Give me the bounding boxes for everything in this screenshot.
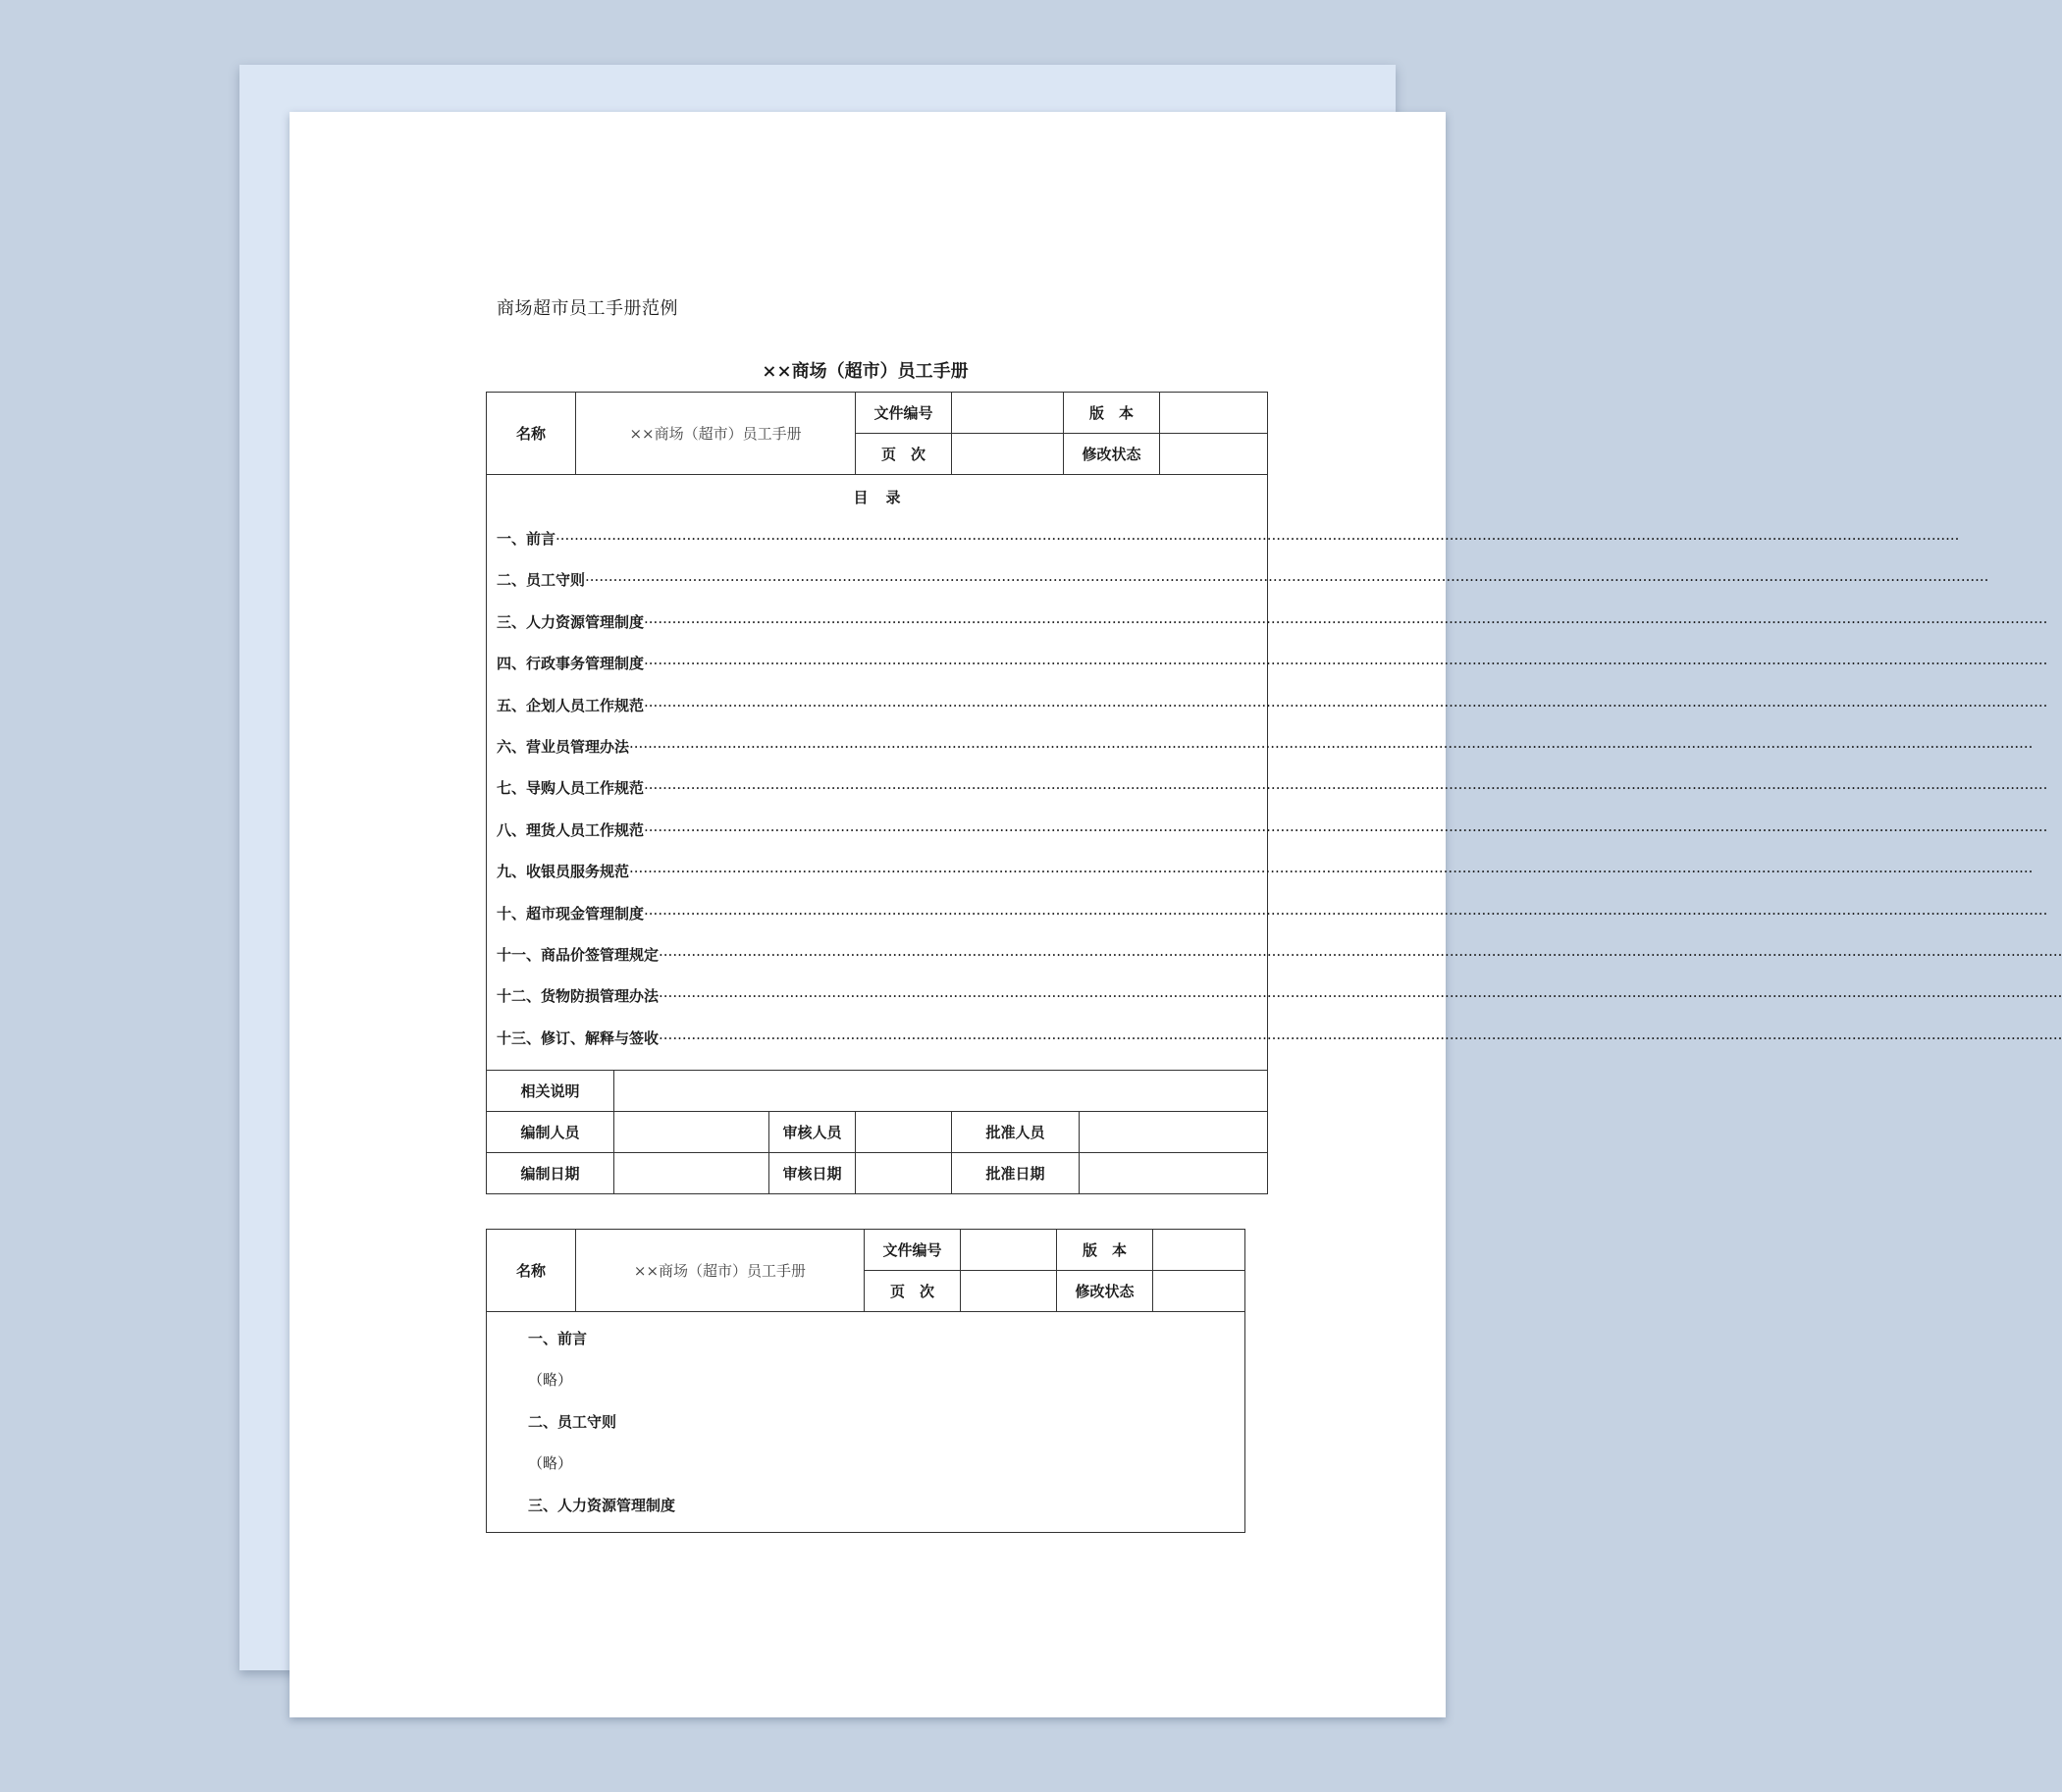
prepared-by-value: [614, 1112, 769, 1153]
toc-item: [487, 851, 2034, 892]
prepared-date-label: 编制日期: [487, 1153, 614, 1194]
prepared-by-label: 编制人员: [487, 1112, 614, 1153]
toc-item: [487, 643, 2048, 684]
toc-leader-dots: ············································································································································································································································································································: [644, 696, 2048, 714]
name-label: 名称: [487, 393, 576, 475]
toc-item-label: 九、收银员服务规范: [497, 863, 630, 881]
toc-leader-dots: ············································································································································································································································································································: [555, 530, 1960, 548]
content-body: [487, 1312, 1245, 1533]
toc-leader-dots: ············································································································································································································································································································: [644, 655, 2048, 673]
toc-item-label: 八、理货人员工作规范: [497, 820, 645, 839]
toc-leader-dots: ············································································································································································································································································································: [659, 987, 2062, 1006]
toc-item-label: 五、企划人员工作规范: [497, 696, 645, 714]
name-label-2: 名称: [487, 1230, 576, 1312]
approved-by-label: 批准人员: [952, 1112, 1080, 1153]
approved-by-value: [1080, 1112, 1268, 1153]
page-label-2: 页 次: [865, 1271, 961, 1312]
section-heading: 三、人力资源管理制度: [528, 1496, 676, 1514]
page-value-2: [961, 1271, 1057, 1312]
toc-item-label: 三、人力资源管理制度: [497, 612, 645, 631]
toc-item-label: 四、行政事务管理制度: [497, 655, 645, 673]
revision-label: 修改状态: [1064, 434, 1160, 475]
toc-leader-dots: ············································································································································································································································································································: [585, 571, 1989, 590]
note-label: 相关说明: [487, 1071, 614, 1112]
version-value: [1160, 393, 1268, 434]
reviewed-date-label: 审核日期: [769, 1153, 856, 1194]
revision-value: [1160, 434, 1268, 475]
toc-item: [487, 726, 2034, 767]
toc-item: [487, 975, 2062, 1017]
toc-item: [487, 893, 2048, 934]
toc-list: [487, 518, 2062, 1059]
approved-date-value: [1080, 1153, 1268, 1194]
toc-item: [487, 1018, 2062, 1059]
section-note: （略）: [528, 1454, 573, 1473]
section-note: （略）: [528, 1371, 573, 1390]
revision-label-2: 修改状态: [1057, 1271, 1153, 1312]
reviewed-date-value: [856, 1153, 952, 1194]
toc-item-label: 十、超市现金管理制度: [497, 904, 645, 922]
approved-date-label: 批准日期: [952, 1153, 1080, 1194]
version-label-2: 版 本: [1057, 1230, 1153, 1271]
toc-leader-dots: ············································································································································································································································································································: [644, 612, 2048, 631]
handbook-content-table: [486, 1229, 1245, 1533]
toc-leader-dots: ············································································································································································································································································································: [629, 737, 2034, 756]
document-header: 商场超市员工手册范例: [497, 298, 678, 319]
toc-item: [487, 767, 2048, 809]
reviewed-by-value: [856, 1112, 952, 1153]
toc-leader-dots: ············································································································································································································································································································: [644, 904, 2048, 922]
toc-item-label: 六、营业员管理办法: [497, 737, 630, 756]
document-title: ××商场（超市）员工手册: [762, 361, 969, 382]
content-lines: [487, 1318, 1244, 1526]
toc-leader-dots: ············································································································································································································································································································: [659, 1028, 2062, 1047]
toc-item-label: 七、导购人员工作规范: [497, 779, 645, 798]
toc-leader-dots: ············································································································································································································································································································: [644, 779, 2048, 798]
toc-item: [487, 518, 1960, 559]
toc-item-label: 十二、货物防损管理办法: [497, 987, 660, 1006]
version-label: 版 本: [1064, 393, 1160, 434]
section-heading: 一、前言: [528, 1330, 588, 1347]
file-no-label-2: 文件编号: [865, 1230, 961, 1271]
name-value-2: ××商场（超市）员工手册: [576, 1230, 865, 1312]
note-value: [614, 1071, 1268, 1112]
revision-value-2: [1153, 1271, 1245, 1312]
toc-item-label: 二、员工守则: [497, 571, 586, 590]
toc-title: 目录: [853, 489, 919, 506]
toc-leader-dots: ············································································································································································································································································································: [659, 945, 2062, 964]
version-value-2: [1153, 1230, 1245, 1271]
page-label: 页 次: [856, 434, 952, 475]
toc-item-label: 十一、商品价签管理规定: [497, 945, 660, 964]
name-value: ××商场（超市）员工手册: [576, 393, 856, 475]
toc-item-label: 十三、修订、解释与签收: [497, 1028, 660, 1047]
table-of-contents: [487, 475, 2062, 1071]
toc-leader-dots: ············································································································································································································································································································: [629, 863, 2034, 881]
reviewed-by-label: 审核人员: [769, 1112, 856, 1153]
toc-item-label: 一、前言: [497, 530, 556, 548]
file-no-label: 文件编号: [856, 393, 952, 434]
toc-item: [487, 934, 2062, 975]
toc-item: [487, 810, 2048, 851]
handbook-form-table: [486, 392, 2062, 1194]
toc-item: [487, 602, 2048, 643]
page-value: [952, 434, 1064, 475]
section-heading: 二、员工守则: [528, 1412, 617, 1431]
file-no-value: [952, 393, 1064, 434]
toc-leader-dots: ············································································································································································································································································································: [644, 820, 2048, 839]
toc-item: [487, 685, 2048, 726]
prepared-date-value: [614, 1153, 769, 1194]
toc-item: [487, 559, 1989, 601]
file-no-value-2: [961, 1230, 1057, 1271]
